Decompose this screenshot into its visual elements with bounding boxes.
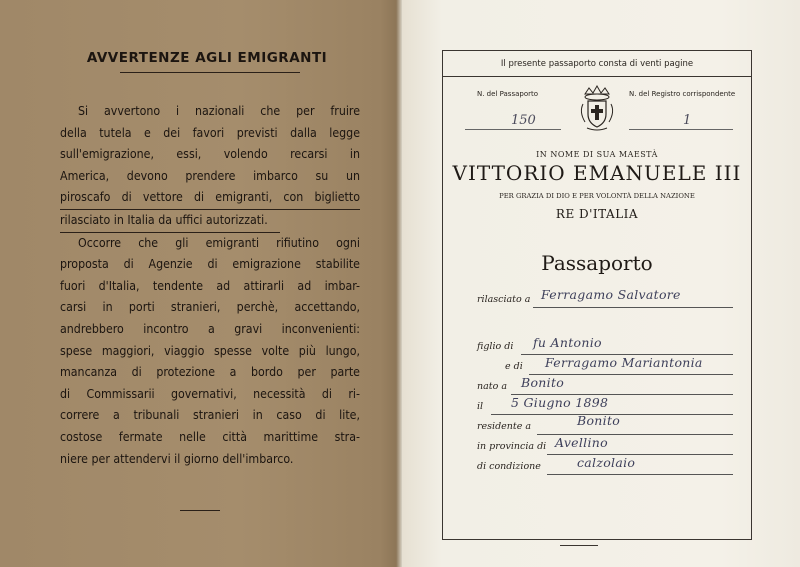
passport-frame [442, 50, 752, 540]
figlio-value: fu Antonio [533, 335, 602, 350]
warnings-title: AVVERTENZE AGLI EMIGRANTI [86, 50, 328, 66]
residente-value: Bonito [577, 413, 621, 428]
text-line: mancanza di protezione a bordo per parte [60, 365, 360, 380]
text-line: andrebbero incontro a gravi inconvenienti: [60, 321, 360, 336]
text-line: della tutela e dei favori previsti dalla legge [60, 125, 360, 140]
nato-value: Bonito [521, 375, 565, 390]
register-number-value: 1 [683, 113, 692, 128]
royal-crest-icon [575, 84, 619, 132]
grazia-line: PER GRAZIA DI DIO E PER VOLONTÀ DELLA NAZIONE [499, 192, 695, 200]
register-number-line [629, 129, 733, 130]
e-di-value: Ferragamo Mariantonia [545, 355, 703, 370]
nato-label: nato a [477, 381, 508, 392]
title-underline [120, 72, 300, 73]
il-value: 5 Giugno 1898 [511, 395, 609, 410]
text-line: costose fermate nelle città marittime stra- [60, 429, 360, 444]
rilasciato-line [533, 307, 733, 308]
document-title: Passaporto [541, 251, 653, 275]
text-line: piroscafo di vettore di emigranti, con biglietto [60, 187, 360, 210]
text-line: proposta di Agenzie di emigrazione stabilite [60, 257, 360, 272]
condizione-line [547, 474, 733, 475]
in-nome-line: IN NOME DI SUA MAESTÀ [536, 150, 658, 159]
rilasciato-label: rilasciato a [477, 294, 531, 305]
provincia-label: in provincia di [477, 441, 547, 452]
figlio-label: figlio di [477, 341, 514, 352]
footer-dash [560, 545, 598, 546]
re-italia: RE D'ITALIA [555, 207, 639, 221]
footer-dash [180, 510, 220, 511]
rilasciato-value: Ferragamo Salvatore [541, 287, 681, 302]
provincia-line [547, 454, 733, 455]
e-di-label: e di [505, 361, 523, 372]
residente-label: residente a [477, 421, 532, 432]
text-line: spese maggiori, viaggio spesse volte più lungo, [60, 343, 360, 358]
right-page [402, 0, 800, 567]
divider [443, 76, 751, 77]
text-line: di Commissarii governativi, necessità di ri- [60, 386, 360, 401]
page-count-note: Il presente passaporto consta di venti pagine [500, 59, 694, 69]
passport-number-line [465, 129, 561, 130]
passport-number-value: 150 [511, 113, 536, 128]
provincia-value: Avellino [555, 435, 608, 450]
text-line: sull'emigrazione, essi, volendo recarsi in [60, 147, 360, 162]
text-line: America, devono prendere imbarco su un [60, 168, 360, 183]
text-line: niere per attendervi il giorno dell'imbarco. [60, 451, 294, 466]
register-number-label: N. del Registro corrispondente [629, 90, 736, 98]
text-line: fuori d'Italia, tendente ad attirarli ad imbar- [60, 278, 360, 293]
il-label: il [477, 401, 484, 412]
passport-number-label: N. del Passaporto [477, 90, 539, 98]
text-line: Occorre che gli emigranti rifiutino ogni [78, 235, 360, 250]
text-line: rilasciato in Italia da uffici autorizzati. [60, 210, 280, 233]
text-line: carsi in porti stranieri, perchè, accettando, [60, 300, 360, 315]
condizione-label: di condizione [477, 461, 541, 472]
condizione-value: calzolaio [577, 455, 636, 470]
king-name: VITTORIO EMANUELE III [452, 161, 742, 185]
text-line: correre a tribunali stranieri in caso di lite, [60, 408, 360, 423]
text-line: Si avvertono i nazionali che per fruire [78, 104, 360, 118]
warnings-text [60, 101, 360, 470]
